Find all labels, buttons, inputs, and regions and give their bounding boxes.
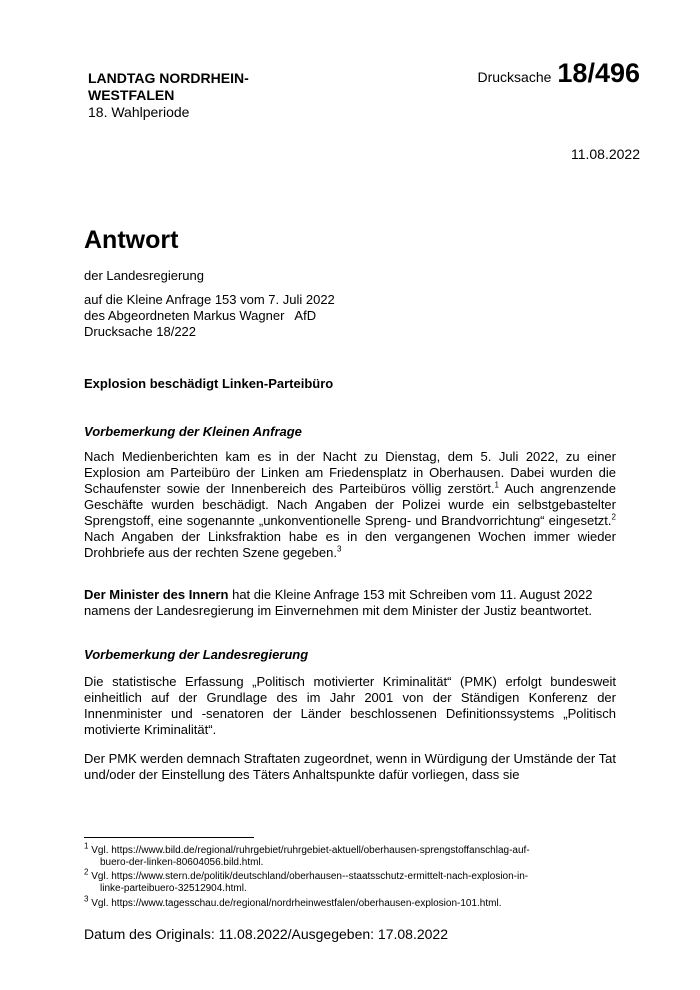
footnote-ref-2[interactable]: 2 <box>611 512 616 522</box>
intro-inquiry: auf die Kleine Anfrage 153 vom 7. Juli 2022 <box>84 292 335 307</box>
footnote-3 <box>84 894 616 910</box>
intro-deputy <box>84 308 616 324</box>
footnote-1 <box>84 841 616 869</box>
footnote-1-text[interactable]: Vgl. https://www.bild.de/regional/ruhrgebiet/ruhrgebiet-aktuell/oberhausen-sprengstoffanschlag-auf- <box>91 845 530 856</box>
footnote-ref-3[interactable]: 3 <box>336 544 342 554</box>
subject-heading: Explosion beschädigt Linken-Parteibüro <box>84 376 334 391</box>
footnote-3-text[interactable]: Vgl. https://www.tagesschau.de/regional/nordrheinwestfalen/oberhausen-explosion-101.html. <box>91 898 502 909</box>
footnote-ref-1[interactable]: 1 <box>494 480 499 490</box>
drucksache-label: Drucksache <box>477 69 552 85</box>
election-period: 18. Wahlperiode <box>88 104 190 120</box>
footnote-divider <box>84 837 254 838</box>
government-paragraph-1: Die statistische Erfassung „Politisch motivierter Kriminalität“ (PMK) erfolgt bundesweit einheitlich auf der Grundlage des im Jahr 2001 von der Ständigen Konferenz der Innenminister und -senatoren der Länder beschlossenen Definitionssystems „Politisch motivierte Kriminalität“. <box>84 674 616 737</box>
inquiry-preamble <box>84 449 616 561</box>
intro-party: AfD <box>294 308 317 323</box>
footnote-2-text[interactable]: Vgl. https://www.stern.de/politik/deutschland/oberhausen--staatsschutz-ermittelt-nach-explosion-in- <box>91 871 529 882</box>
parliament-name-line1: LANDTAG NORDRHEIN- <box>88 70 249 86</box>
inquiry-text-b: Auch angrenzende Geschäfte wurden beschädigt. Nach Angaben der Polizei wurde ein selbstgebastelter Sprengstoff, eine sogenannte „unkonventionelle Spreng- und Brandvorrichtung“ eingesetzt. <box>84 481 616 528</box>
parliament-name-line2: WESTFALEN <box>88 87 175 103</box>
original-date-line: Datum des Originals: 11.08.2022/Ausgegeben: 17.08.2022 <box>84 926 448 942</box>
minister-name: Der Minister des Innern <box>84 587 229 602</box>
parliament-header <box>88 70 308 121</box>
footnote-number-1: 1 <box>84 841 89 851</box>
minister-text: hat die Kleine Anfrage 153 mit Schreiben vom 11. August 2022 namens der Landesregierung im Einvernehmen mit dem Minister der Justiz beantwortet. <box>84 587 593 618</box>
inquiry-text-a: Nach Medienberichten kam es in der Nacht zu Dienstag, dem 5. Juli 2022, zu einer Explosion am Parteibüro der Linken am Friedensplatz in Oberhausen. Dabei wurden die Schaufenster sowie der Innenbereich des Parteibüros völlig zerstört. <box>84 449 616 496</box>
footnote-2 <box>84 867 616 895</box>
intro-block <box>84 292 616 340</box>
footnote-number-2: 2 <box>84 867 89 877</box>
drucksache-number: 18/496 <box>557 58 640 88</box>
footnote-number-3: 3 <box>84 894 89 904</box>
footnote-1-cont[interactable]: buero-der-linken-80604056.bild.html. <box>100 857 264 868</box>
drucksache-header <box>477 58 640 89</box>
inquiry-text-c: Nach Angaben der Linksfraktion habe es in den vergangenen Wochen immer wieder Drohbriefe aus der rechten Szene gegeben. <box>84 529 616 560</box>
footnote-2-cont[interactable]: linke-parteibuero-32512904.html. <box>100 883 247 894</box>
intro-government: der Landesregierung <box>84 268 204 283</box>
page-title: Antwort <box>84 226 179 254</box>
document-date: 11.08.2022 <box>570 146 640 162</box>
minister-paragraph <box>84 587 616 619</box>
intro-drucksache: Drucksache 18/222 <box>84 324 197 339</box>
section-heading-government: Vorbemerkung der Landesregierung <box>84 647 309 662</box>
intro-deputy-name: des Abgeordneten Markus Wagner <box>84 308 285 323</box>
government-paragraph-2: Der PMK werden demnach Straftaten zugeordnet, wenn in Würdigung der Umstände der Tat und/oder der Einstellung des Täters Anhaltspunkte dafür vorliegen, dass sie <box>84 751 616 782</box>
section-heading-inquiry: Vorbemerkung der Kleinen Anfrage <box>84 424 302 439</box>
